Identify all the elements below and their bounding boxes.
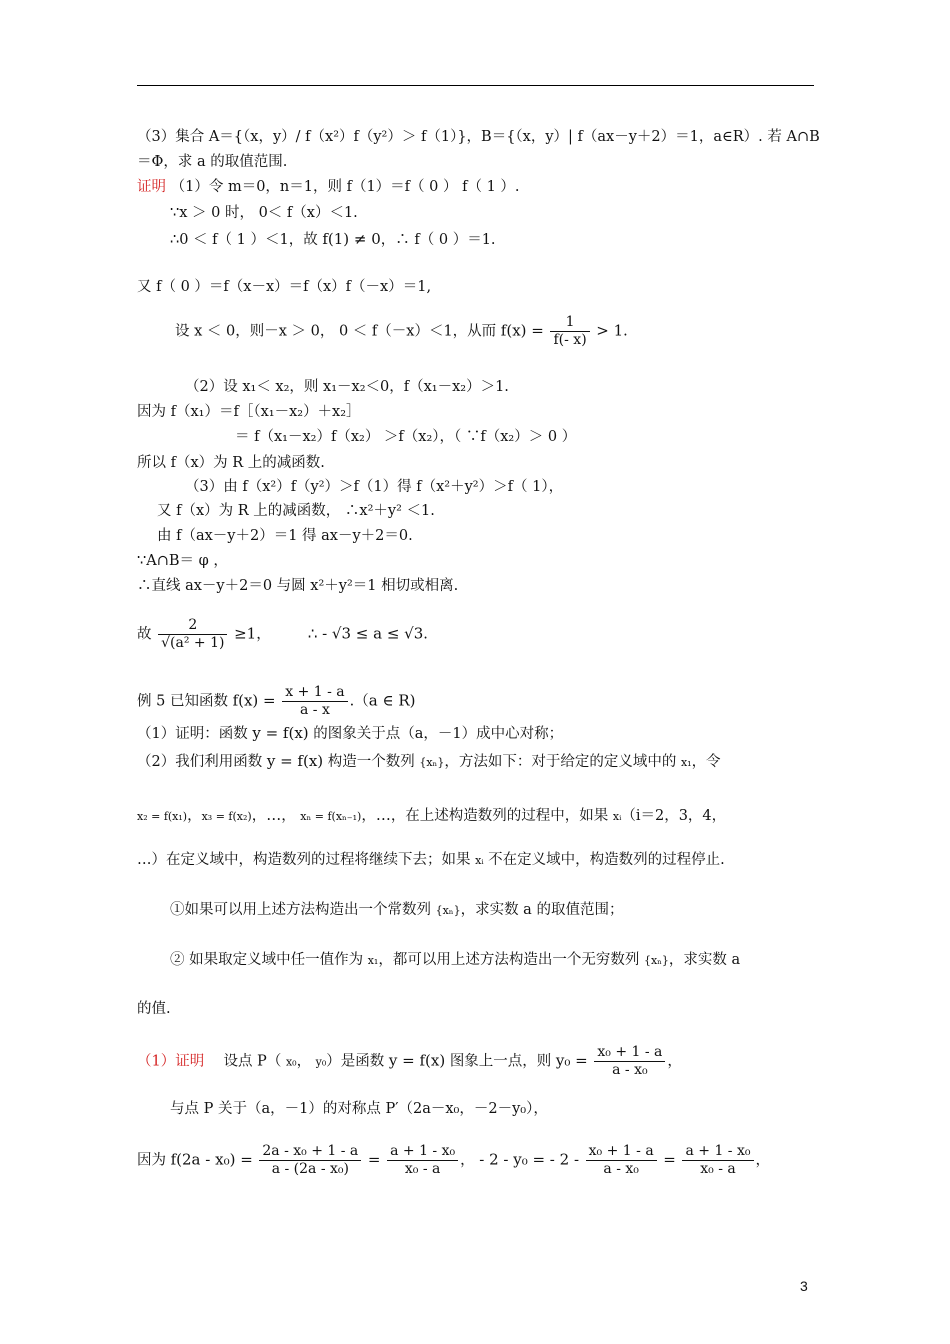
formula: - 2 - y₀ = - 2 - [479, 1150, 580, 1169]
formula: xᵢ [612, 810, 622, 823]
numerator: 2a - x₀ + 1 - a [259, 1143, 361, 1161]
text-line: 与点 P 关于（a，－1）的对称点 P′（2a－x₀，－2－y₀）， [170, 1101, 548, 1117]
text-span: 不在定义域中，构造数列的过程停止. [488, 852, 725, 868]
formula: > 1 [596, 321, 624, 340]
numerator: x + 1 - a [282, 684, 347, 702]
fraction [586, 1143, 657, 1178]
text-line: 又 f（x）为 R 上的减函数， ∴x²＋y² ＜1. [157, 503, 435, 519]
proof-line [137, 178, 520, 196]
text-span: ）是函数 [326, 1053, 385, 1070]
numerator: a + 1 - x₀ [387, 1143, 458, 1161]
formula-line [175, 314, 628, 349]
formula: y = f(x) [252, 724, 309, 742]
formula: f(1) ≠ 0 [322, 230, 381, 248]
text-line: ＝Φ，求 a 的取值范围. [137, 154, 288, 170]
formula-line [137, 851, 725, 870]
text-span: ，求实数 a [668, 952, 741, 968]
denominator: x₀ - a [404, 1161, 441, 1177]
text-span: ， [281, 808, 296, 824]
formula-line [137, 752, 721, 772]
text-span: （i＝2，3，4， [621, 808, 727, 824]
text-span: ，∴ f（ 0 ）＝1. [380, 232, 496, 248]
text-line: （3）由 f（x²）f（y²）＞f（1）得 f（x²＋y²）＞f（ 1）， [185, 479, 564, 495]
formula: y = f(x) [388, 1051, 446, 1070]
text-span: .（ [349, 693, 369, 710]
text-span: ①如果可以用上述方法构造出一个常数列 [170, 902, 431, 918]
formula: {xₙ} [419, 756, 445, 769]
formula-line [137, 617, 428, 652]
numerator: 1 [550, 314, 589, 332]
text-line: ∵A∩B＝ φ ， [137, 553, 228, 569]
formula: x₁ [367, 954, 379, 967]
text-span: ② 如果取定义域中任一值作为 [170, 952, 364, 968]
text-span: （2）我们利用函数 [137, 754, 263, 770]
formula: x₀ [285, 1055, 297, 1069]
text-line: ∴直线 ax－y＋2＝0 与圆 x²＋y²＝1 相切或相离. [137, 578, 459, 594]
fraction [682, 1143, 753, 1178]
text-span: . [623, 323, 628, 340]
denominator: f(- x) [553, 332, 587, 348]
fraction [550, 314, 589, 349]
text-span: ∴0 ＜ f（ 1 ）＜1，故 [170, 232, 318, 248]
formula: ≥1 [234, 624, 257, 643]
denominator: a - x₀ [612, 1062, 648, 1078]
numerator: 2 [158, 617, 227, 635]
text-span: 的图象关于点（a，－1）成中心对称； [313, 726, 564, 742]
formula: … [266, 806, 282, 824]
formula: f(x) = [500, 321, 544, 340]
text-span: ， [667, 1053, 682, 1070]
text-span: 故 [137, 626, 152, 643]
denominator: a - x₀ [603, 1161, 639, 1177]
text-line: （3）集合 A＝{（x，y）/ f（x²）f（y²）＞ f（1）}，B＝{（x，y）| f（ax－y＋2）＝1，a∈R）. 若 A∩B [137, 129, 820, 145]
text-span: 因为 [137, 1152, 166, 1169]
formula: y = f(x) [266, 752, 324, 770]
text-span: （1）令 m＝0，n＝1，则 f（1）＝f（ 0 ） f（ 1 ）. [170, 179, 520, 195]
fraction [594, 1044, 665, 1079]
formula: y₀ = [555, 1051, 588, 1070]
text-line: 因为 f（x₁）＝f［（x₁－x₂）＋x₂］ [137, 404, 361, 420]
text-span: ，方法如下：对于给定的定义域中的 [444, 754, 677, 770]
numerator: x₀ + 1 - a [594, 1044, 665, 1062]
text-span: 设点 P（ [223, 1053, 282, 1070]
text-span: …）在定义域中，构造数列的过程将继续下去；如果 [137, 852, 471, 868]
numerator: a + 1 - x₀ [682, 1143, 753, 1161]
formula: xₙ = f(xₙ₋₁) [300, 810, 362, 823]
text-span: ， [755, 1152, 770, 1169]
text-span: ，令 [691, 754, 721, 770]
denominator: √(a² + 1) [161, 635, 225, 651]
formula-line [170, 951, 740, 970]
text-span: 设 x ＜ 0，则－x ＞ 0， 0 ＜ f（－x）＜1，从而 [175, 323, 497, 340]
text-span: 图象上一点，则 [449, 1053, 552, 1070]
formula: {xₙ} [643, 954, 669, 967]
formula-line [137, 1143, 770, 1178]
fraction [387, 1143, 458, 1178]
formula: = [663, 1150, 676, 1169]
proof-label: （1）证明 [137, 1053, 205, 1070]
text-span: ， [256, 626, 271, 643]
formula: f(2a - x₀) = [170, 1150, 253, 1169]
text-line: 的值. [137, 1001, 171, 1017]
formula-line [137, 724, 563, 743]
text-line: ＝ f（x₁－x₂）f（x₂） ＞f（x₂），（ ∵f（x₂）＞ 0 ） [235, 429, 577, 445]
proof-label: 证明 [137, 179, 166, 195]
formula: x₃ = f(x₂) [201, 810, 252, 823]
text-line: 所以 f（x）为 R 上的减函数. [137, 455, 325, 471]
text-line: （2）设 x₁＜ x₂，则 x₁－x₂＜0，f（x₁－x₂）＞1. [185, 379, 509, 395]
fraction [158, 617, 227, 652]
fraction [259, 1143, 361, 1178]
denominator: x₀ - a [700, 1161, 736, 1177]
text-span: ，求实数 a 的取值范围； [460, 902, 624, 918]
formula-line [137, 806, 726, 826]
formula-line [170, 230, 496, 249]
fraction [282, 684, 347, 719]
formula: xᵢ [475, 854, 484, 867]
text-span: ，都可以用上述方法构造出一个无穷数列 [378, 952, 640, 968]
formula: {xₙ} [435, 904, 461, 917]
text-line: 又 f（ 0 ）＝f（x－x）＝f（x）f（－x）＝1, [137, 279, 432, 295]
formula: - √3 ≤ a ≤ √3 [322, 624, 424, 643]
text-span: 构造一个数列 [327, 754, 415, 770]
numerator: x₀ + 1 - a [586, 1143, 657, 1161]
formula: a ∈ R) [368, 691, 416, 710]
formula: = [367, 1150, 381, 1169]
formula: … [375, 806, 391, 824]
formula: ∴ [307, 624, 318, 643]
page-number: 3 [800, 1278, 808, 1294]
formula-line [170, 901, 623, 920]
header-rule [137, 85, 814, 86]
text-span: （1）证明：函数 [137, 726, 248, 742]
formula: y₀ [315, 1055, 327, 1069]
text-line: ∵x ＞ 0 时， 0＜ f（x）＜1. [170, 205, 358, 221]
formula: f(x) = [232, 691, 276, 710]
formula: x₁ [680, 756, 692, 769]
text-line: 由 f（ax－y＋2）＝1 得 ax－y＋2＝0. [157, 528, 413, 544]
denominator: a - x [300, 702, 330, 718]
text-span: ， [296, 1053, 312, 1070]
text-span: ， [460, 1152, 475, 1169]
text-span: ， [361, 808, 376, 824]
text-span: ， [187, 808, 202, 824]
denominator: a - (2a - x₀) [271, 1161, 349, 1177]
text-span: . [423, 626, 428, 643]
text-span: 例 5 已知函数 [137, 693, 228, 710]
formula: x₂ = f(x₁) [137, 810, 188, 823]
formula-line [137, 684, 416, 719]
text-span: ，在上述构造数列的过程中，如果 [390, 808, 609, 824]
formula-line [137, 1044, 682, 1079]
text-span: ， [251, 808, 267, 824]
